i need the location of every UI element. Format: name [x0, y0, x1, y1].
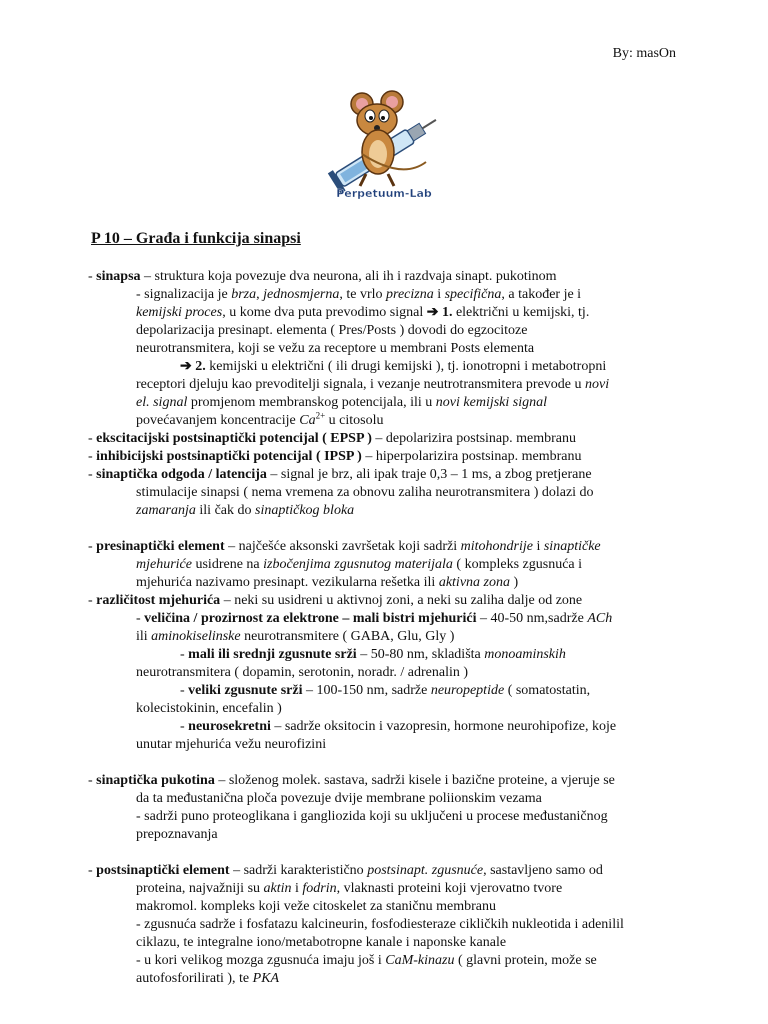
text-run: mitohondrije: [460, 539, 533, 554]
paragraph-gap: [88, 754, 688, 772]
text-run: ili čak do: [195, 503, 256, 518]
text-run: brza: [231, 287, 257, 302]
text-run: – 40-50 nm,sadrže: [476, 611, 588, 626]
zamaranja-line: [88, 502, 688, 520]
text-run: , sastavljeno samo od: [483, 863, 603, 878]
depolarizacija-line: [88, 322, 688, 340]
text-run: neurotransmitera, koji se vežu za receptore u membrani Posts elementa: [136, 341, 535, 356]
text-run: specifična: [444, 287, 502, 302]
neurosekretni-line: [88, 718, 688, 736]
text-run: – depolarizira postsinap. membranu: [371, 431, 577, 446]
text-run: i: [433, 287, 445, 302]
text-run: kemijski proces: [136, 305, 223, 320]
notes-body: [88, 268, 688, 988]
sinapsa-definition: [88, 268, 688, 286]
ploca-line: [88, 790, 688, 808]
text-run: kolecistokinin, encefalin ): [136, 701, 282, 716]
text-run: depolarizacija presinapt. elementa ( Pres/Posts ) dovodi do egzocitoze: [136, 323, 528, 338]
text-run: 1.: [441, 305, 453, 320]
text-run: električni u kemijski, tj.: [452, 305, 590, 320]
mouse-syringe-illustration: [322, 90, 446, 202]
text-run: -: [88, 269, 97, 284]
text-run: ACh: [587, 611, 613, 626]
paragraph-gap: [88, 844, 688, 862]
kolecistokinin-line: [88, 700, 688, 718]
ipsp-line: [88, 448, 688, 466]
text-run: – 100-150 nm, sadrže: [302, 683, 431, 698]
text-run: - u kori velikog mozga zgusnuća imaju još i: [136, 953, 386, 968]
text-run: ciklazu, te integralne iono/metabotropne kanale i naponske kanale: [136, 935, 507, 950]
mjehurice-line: [88, 556, 688, 574]
text-run: da ta međustanična ploča povezuje dvije membrane poliionskim vezama: [136, 791, 542, 806]
razlicitost-line: [88, 592, 688, 610]
text-run: , a također je i: [501, 287, 582, 302]
step-2-line: [88, 358, 688, 376]
text-run: izbočenjima zgusnutog materijala: [263, 557, 453, 572]
text-run: -: [180, 719, 189, 734]
text-run: makromol. kompleks koji veže citoskelet za staničnu membranu: [136, 899, 497, 914]
aktin-line: [88, 880, 688, 898]
text-run: - zgusnuća sadrže i fosfatazu kalcineurin, fosfodiesteraze cikličkih nukleotida i adenilil: [136, 917, 624, 932]
text-run: mjehurića nazivamo presinapt. vezikularna rešetka ili: [136, 575, 439, 590]
text-run: neurotransmitera ( dopamin, serotonin, noradr. / adrenalin ): [136, 665, 469, 680]
text-run: neurosekretni: [188, 719, 271, 734]
proteoglikana-line: [88, 808, 688, 826]
text-run: precizna: [386, 287, 434, 302]
text-run: povećavanjem koncentracije: [136, 413, 300, 428]
text-run: – signal je brz, ali ipak traje 0,3 – 1 ms, a zbog pretjerane: [266, 467, 592, 482]
text-run: – sadrže oksitocin i vazopresin, hormone neurohipofize, koje: [270, 719, 617, 734]
ciklazu-line: [88, 934, 688, 952]
text-run: PKA: [252, 971, 280, 986]
velicina-line: [88, 610, 688, 628]
text-run: , u kome dva puta prevodimo signal: [222, 305, 427, 320]
stimulacije-line: [88, 484, 688, 502]
text-run: postsinaptički element: [96, 863, 230, 878]
logo-caption: Perpetuum-Lab: [336, 187, 432, 200]
text-run: aktivna zona: [438, 575, 510, 590]
gaba-line: [88, 628, 688, 646]
mali-srednji-line: [88, 646, 688, 664]
text-run: CaM-kinazu: [385, 953, 455, 968]
page-title: P 10 – Građa i funkcija sinapsi: [91, 230, 301, 247]
resetka-line: [88, 574, 688, 592]
text-run: presinaptički element: [96, 539, 225, 554]
text-run: usidrene na: [191, 557, 264, 572]
text-run: – neki su usidreni u aktivnoj zoni, a neki su zaliha dalje od zone: [220, 593, 583, 608]
text-run: ,: [256, 287, 264, 302]
text-run: el. signal: [136, 395, 188, 410]
veliki-line: [88, 682, 688, 700]
text-run: – 50-80 nm, skladišta: [356, 647, 485, 662]
text-run: prepoznavanja: [136, 827, 218, 842]
text-run: Ca: [299, 413, 316, 428]
text-run: monoaminskih: [484, 647, 566, 662]
text-run: , te vrlo: [339, 287, 387, 302]
postsinapticki-line: [88, 862, 688, 880]
text-run: novi: [585, 377, 610, 392]
text-run: veliki zgusnute srži: [188, 683, 303, 698]
text-run: 2+: [315, 410, 326, 421]
text-run: – složenog molek. sastava, sadrži kisele i bazične proteine, a vjeruje se: [214, 773, 615, 788]
text-run: mali ili srednji zgusnute srži: [188, 647, 357, 662]
kalcineurin-line: [88, 916, 688, 934]
text-run: -: [88, 539, 97, 554]
receptori-line: [88, 376, 688, 394]
text-run: stimulacije sinapsi ( nema vremena za obnovu zaliha neurotransmitera ) dolazi do: [136, 485, 594, 500]
text-run: ( somatostatin,: [504, 683, 591, 698]
text-run: – struktura koja povezuje dva neurona, ali ih i razdvaja sinapt. pukotinom: [140, 269, 557, 284]
text-run: sinaptičkog bloka: [255, 503, 355, 518]
text-run: – sadrži karakteristično: [229, 863, 368, 878]
signalizacija-line: [88, 286, 688, 304]
epsp-line: [88, 430, 688, 448]
pka-line: [88, 970, 688, 988]
text-run: i: [532, 539, 544, 554]
makromol-line: [88, 898, 688, 916]
text-run: ): [509, 575, 519, 590]
perpetuum-lab-logo: [322, 90, 446, 202]
kemijski-proces-line: [88, 304, 688, 322]
text-run: ekscitacijski postsinaptički potencijal ( EPSP ): [96, 431, 372, 446]
text-run: fodrin: [302, 881, 337, 896]
paragraph-gap: [88, 520, 688, 538]
text-run: -: [88, 773, 97, 788]
text-run: i: [291, 881, 303, 896]
ca-line: [88, 412, 688, 430]
pukotina-line: [88, 772, 688, 790]
text-run: - sadrži puno proteoglikana i gangliozida koji su uključeni u procese međustaničnog: [136, 809, 608, 824]
text-run: ili: [136, 629, 152, 644]
odgoda-line: [88, 466, 688, 484]
text-run: promjenom membranskog potencijala, ili u: [187, 395, 436, 410]
text-run: unutar mjehurića vežu neurofizini: [136, 737, 327, 752]
text-run: aminokiselinske: [151, 629, 241, 644]
text-run: različitost mjehurića: [96, 593, 221, 608]
text-run: ( glavni protein, može se: [454, 953, 597, 968]
text-run: -: [88, 593, 97, 608]
text-run: proteina, najvažniji su: [136, 881, 264, 896]
text-run: ➔: [426, 305, 442, 320]
text-run: sinaptička pukotina: [96, 773, 215, 788]
text-run: -: [180, 647, 189, 662]
text-run: postsinapt. zgusnuće: [367, 863, 484, 878]
text-run: -: [180, 683, 189, 698]
text-run: -: [88, 449, 97, 464]
text-run: – hiperpolarizira postsinap. membranu: [361, 449, 582, 464]
text-run: u citosolu: [325, 413, 384, 428]
text-run: novi kemijski signal: [435, 395, 547, 410]
presinapticki-line: [88, 538, 688, 556]
text-run: sinaptičke: [543, 539, 601, 554]
text-run: autofosforilirati ), te: [136, 971, 253, 986]
author-credit: By: masOn: [612, 46, 676, 61]
text-run: , vlaknasti proteini koji vjerovatno tvore: [336, 881, 563, 896]
text-run: - signalizacija je: [136, 287, 232, 302]
prepoznavanja-line: [88, 826, 688, 844]
text-run: veličina / prozirnost za elektrone – mali bistri mjehurići: [144, 611, 477, 626]
text-run: -: [88, 431, 97, 446]
text-run: neuropeptide: [430, 683, 505, 698]
text-run: 2.: [195, 359, 206, 374]
text-run: receptori djeluju kao prevoditelji signala, i vezanje neutrotransmitera prevode u: [136, 377, 585, 392]
text-run: ( kompleks zgusnuća i: [452, 557, 583, 572]
camkinaza-line: [88, 952, 688, 970]
text-run: aktin: [263, 881, 292, 896]
text-run: sinaptička odgoda / latencija: [96, 467, 267, 482]
text-run: sinapsa: [96, 269, 141, 284]
text-run: zamaranja: [136, 503, 196, 518]
text-run: jednosmjerna: [263, 287, 340, 302]
el-signal-line: [88, 394, 688, 412]
text-run: inhibicijski postsinaptički potencijal ( IPSP ): [96, 449, 362, 464]
text-run: -: [88, 863, 97, 878]
text-run: -: [88, 467, 97, 482]
dopamin-line: [88, 664, 688, 682]
neurotransmitera-line: [88, 340, 688, 358]
text-run: -: [136, 611, 145, 626]
text-run: neurotransmitere ( GABA, Glu, Gly ): [240, 629, 455, 644]
text-run: kemijski u električni ( ili drugi kemijski ), tj. ionotropni i metabotropni: [205, 359, 607, 374]
text-run: – najčešće aksonski završetak koji sadrži: [224, 539, 461, 554]
text-run: mjehuriće: [136, 557, 192, 572]
neurofizini-line: [88, 736, 688, 754]
text-run: ➔: [180, 359, 196, 374]
